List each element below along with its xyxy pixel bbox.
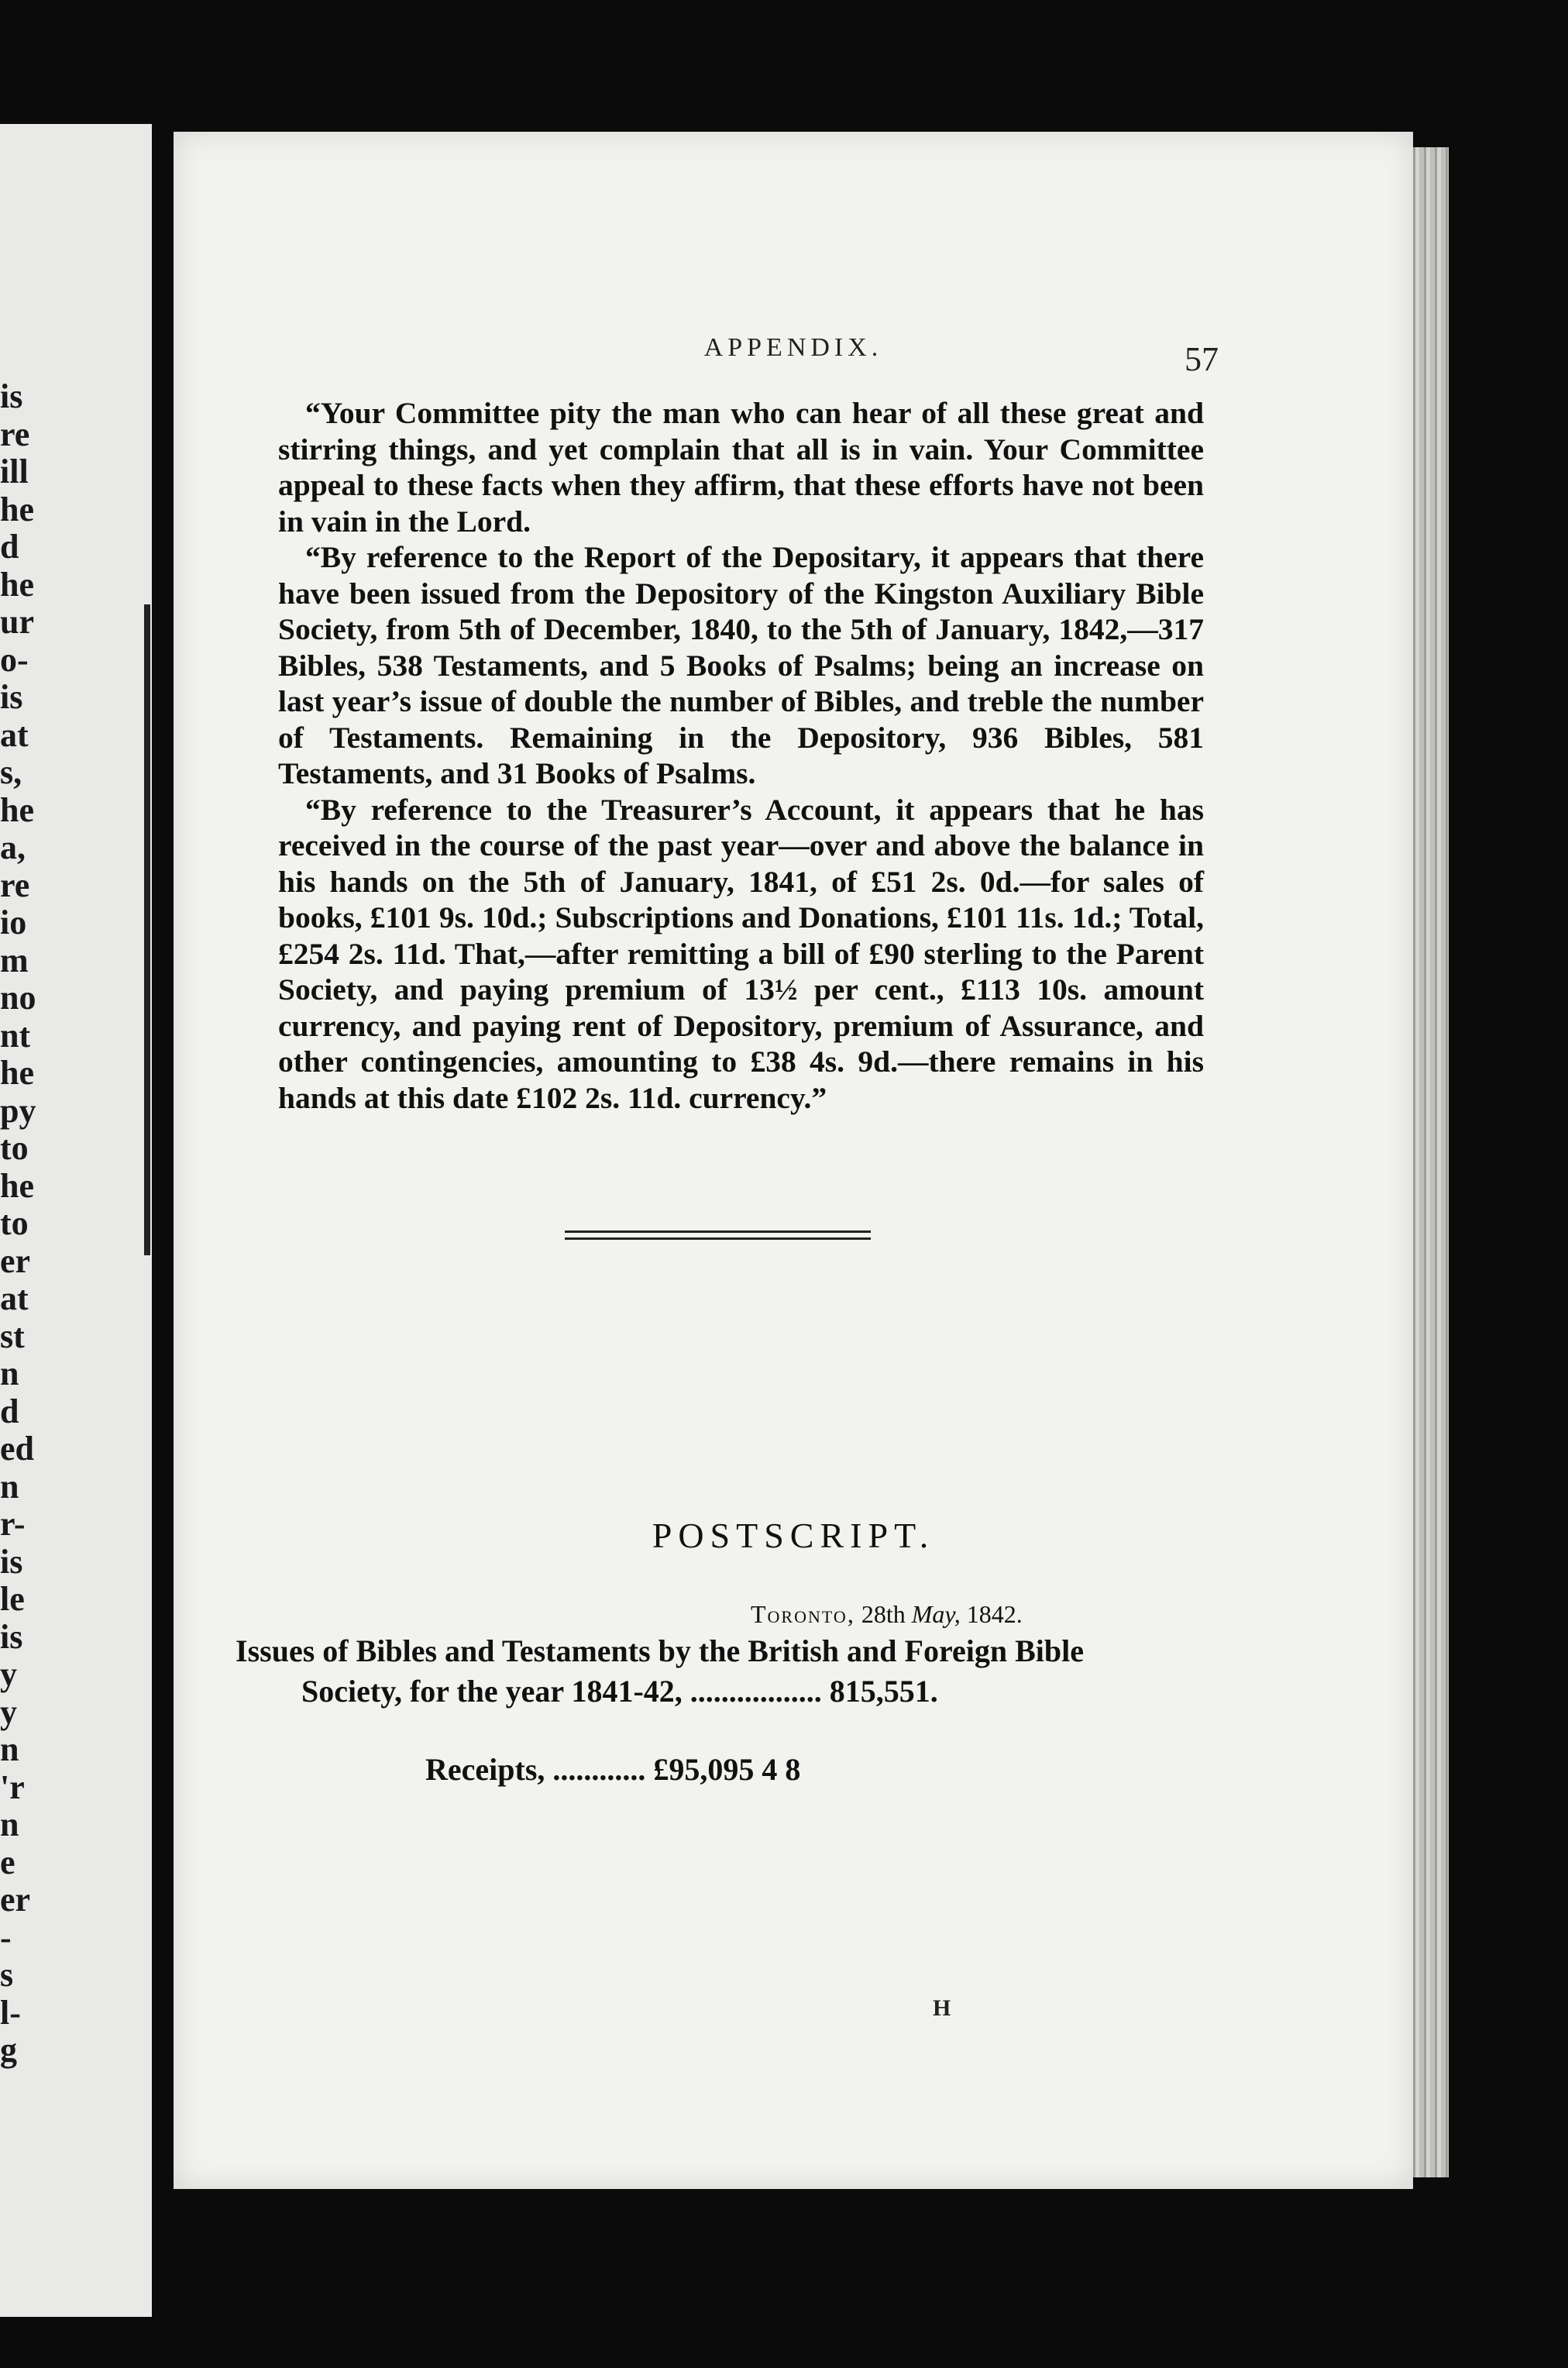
running-head: APPENDIX.: [703, 333, 883, 362]
left-page-fragment-text: d: [0, 528, 19, 566]
gutter-edge: [144, 604, 150, 1255]
dateline: [751, 1600, 1023, 1629]
appendix-text: [278, 395, 1204, 1116]
left-page-fragment-text: he: [0, 490, 34, 528]
left-page-fragment-text: nt: [0, 1016, 31, 1055]
left-page-fragment-text: he: [0, 1054, 34, 1092]
left-page-fragment-text: n: [0, 1805, 19, 1843]
left-page-fragment-text: no: [0, 979, 36, 1017]
left-page-fragment-text: er: [0, 1881, 31, 1919]
left-page-fragment-text: re: [0, 866, 30, 904]
left-page-fragment-text: py: [0, 1091, 36, 1130]
section-divider: [565, 1230, 871, 1240]
left-page-fragment-text: r-: [0, 1505, 26, 1543]
left-page-fragment-text: st: [0, 1317, 25, 1355]
left-page-fragment-text: ill: [0, 453, 29, 490]
left-page-fragment-text: n: [0, 1354, 19, 1392]
left-page-fragment-text: -: [0, 1918, 12, 1957]
left-page-fragment-text: e: [0, 1843, 15, 1881]
left-page-fragment-text: s,: [0, 753, 22, 791]
issues-line-1: Issues of Bibles and Testaments by the British and Foreign Bible: [236, 1633, 1085, 1668]
left-page-fragment-text: g: [0, 2031, 17, 2069]
dateline-month: May,: [911, 1600, 961, 1628]
left-page-fragment-text: m: [0, 941, 29, 979]
left-page-fragment-text: y: [0, 1655, 17, 1693]
left-page-fragment-text: n: [0, 1730, 19, 1768]
left-page-fragment-text: is: [0, 1617, 23, 1656]
left-page-fragment-text: re: [0, 415, 30, 453]
left-page-fragment-text: to: [0, 1204, 29, 1242]
left-page-fragment-text: he: [0, 790, 34, 829]
left-page-fragment-text: d: [0, 1392, 19, 1430]
dateline-place: Toronto,: [751, 1600, 855, 1628]
dateline-year: 1842.: [966, 1600, 1023, 1628]
left-page-fragment-text: he: [0, 1166, 34, 1205]
left-page-fragment-text: to: [0, 1129, 29, 1167]
left-page-fragment-text: le: [0, 1580, 25, 1618]
left-page-fragment-text: ed: [0, 1430, 34, 1468]
left-page-fragment-text: 'r: [0, 1767, 25, 1806]
left-page-fragment-text: io: [0, 903, 27, 941]
left-page-fragment-text: y: [0, 1692, 17, 1731]
left-page-fragment-text: is: [0, 1542, 23, 1581]
paragraph-depositary: “By reference to the Report of the Depositary, it appears that there have been issued from the Depository of the Kingston Auxiliary Bible Society, from 5th of December, 1840, to the 5th of January, 1842,—317 Bibles, 538 Testaments, and 5 Books of Psalms; being an increase on last year’s issue of double the number of Bibles, and treble the number of Testaments. Remaining in the Depository, 936 Bibles, 581 Testaments, and 31 Books of Psalms.: [278, 540, 1204, 790]
left-page-fragment-text: is: [0, 377, 23, 415]
left-page-fragment-text: er: [0, 1241, 31, 1280]
receipts-line: Receipts, ............ £95,095 4 8: [425, 1752, 801, 1787]
left-page-fragment: [0, 124, 152, 2317]
left-page-fragment-text: he: [0, 565, 34, 604]
dateline-day: 28th: [861, 1600, 906, 1628]
book-page: [174, 132, 1413, 2189]
left-page-fragment-text: is: [0, 678, 23, 716]
left-page-fragment-text: ur: [0, 603, 34, 641]
issues-statement: [236, 1631, 1212, 1712]
paragraph-treasurer: “By reference to the Treasurer’s Account, it appears that he has received in the course of the past year—over and above the balance in his hands on the 5th of January, 1841, of £51 2s. 0d.—for sales of books, £101 9s. 10d.; Subscriptions and Donations, £101 11s. 1d.; Total, £254 2s. 11d. That,—after remitting a bill of £90 sterling to the Parent Society, and paying premium of 13½ per cent., £113 10s. amount currency, and paying rent of Depository, premium of Assurance, and other contingencies, amounting to £38 4s. 9d.—there remains in his hands at this date £102 2s. 11d. currency.”: [278, 792, 1204, 1115]
left-page-fragment-text: a,: [0, 828, 26, 866]
left-page-fragment-text: o-: [0, 640, 29, 679]
issues-line-2: Society, for the year 1841-42, ................. 815,551.: [301, 1674, 938, 1709]
left-page-fragment-text: s: [0, 1956, 14, 1994]
paragraph-committee: “Your Committee pity the man who can hear of all these great and stirring things, and yet complain that all is in vain. Your Committee appeal to these facts when they affirm, that these efforts have not been in vain in the Lord.: [278, 396, 1204, 539]
left-page-fragment-text: l-: [0, 1993, 21, 2032]
postscript-title: POSTSCRIPT.: [652, 1516, 935, 1555]
left-page-fragment-text: at: [0, 715, 29, 754]
left-page-fragment-text: n: [0, 1467, 19, 1506]
page-number: 57: [1185, 340, 1219, 378]
signature-mark: H: [933, 1995, 951, 2021]
left-page-fragment-text: at: [0, 1279, 29, 1317]
